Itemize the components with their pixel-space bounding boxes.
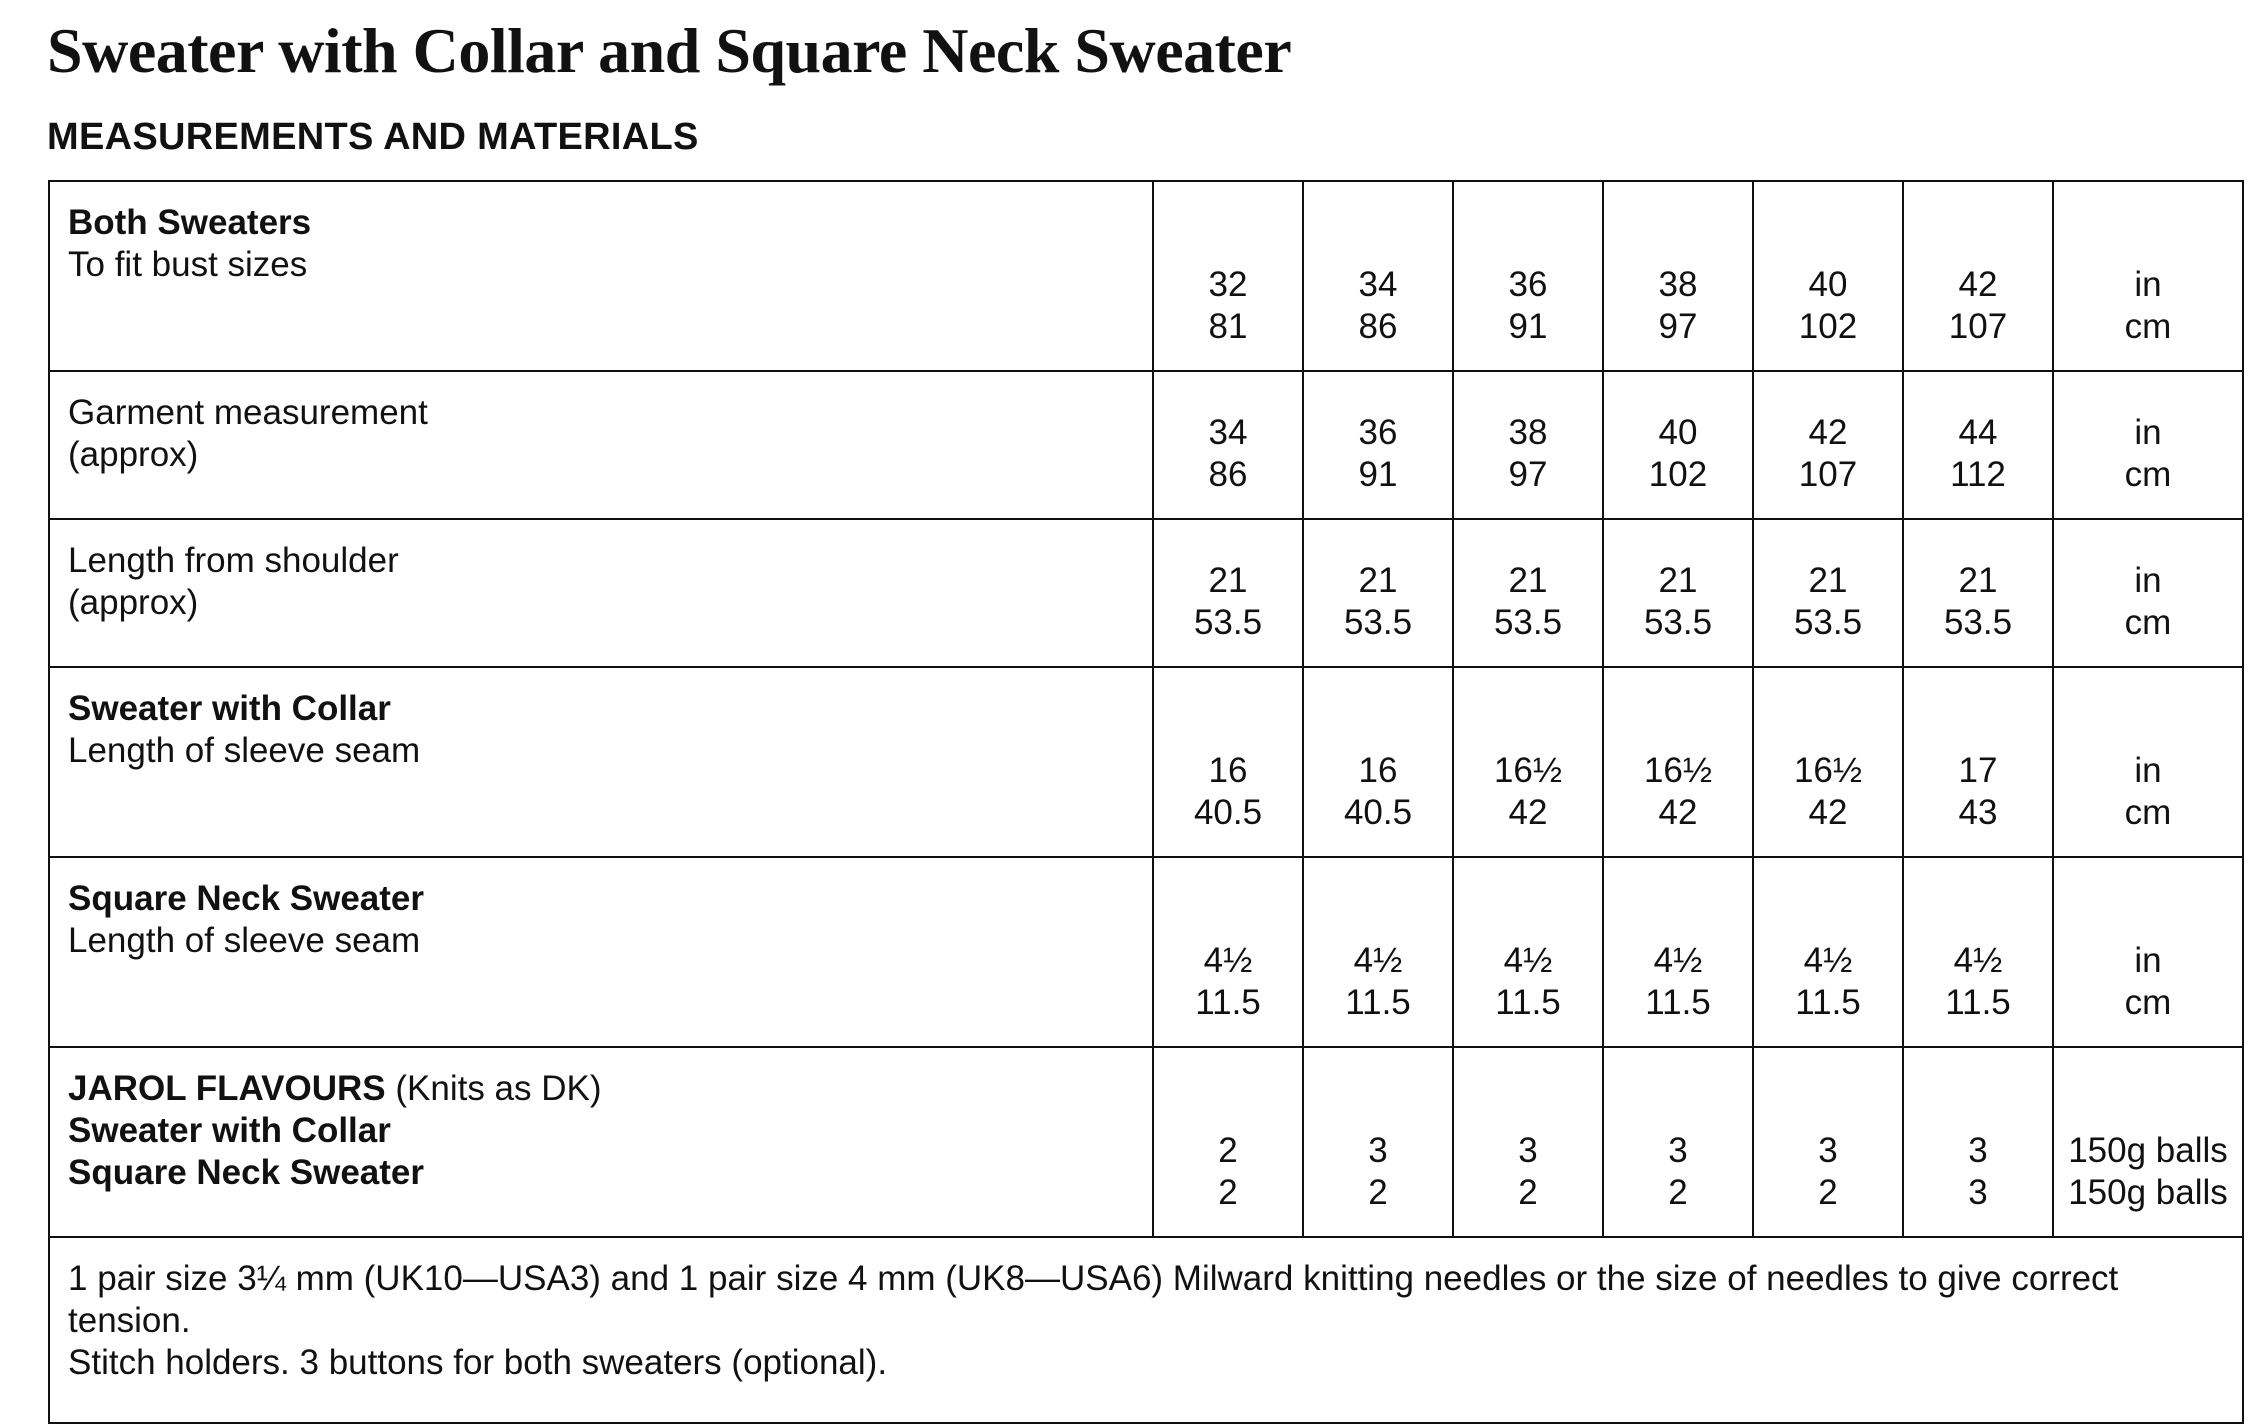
value-in: 21: [1358, 561, 1398, 600]
size-cell: [1753, 519, 1903, 667]
value-cm: 40.5: [1343, 793, 1413, 832]
balls-collar: 3: [1818, 1131, 1838, 1170]
balls-collar: 3: [1368, 1131, 1388, 1170]
value-cm: 107: [1798, 455, 1858, 494]
value-in: 4½: [1653, 941, 1703, 980]
size-cell: [1153, 857, 1303, 1047]
value-cm: 53.5: [1643, 603, 1713, 642]
value-in: 4½: [1203, 941, 1253, 980]
value-in: 16½: [1643, 751, 1713, 790]
value-in: 40: [1808, 265, 1848, 304]
unit-cm: cm: [2124, 603, 2172, 642]
size-cell: [1753, 667, 1903, 857]
size-cell: [1753, 181, 1903, 371]
value-in: 38: [1658, 265, 1698, 304]
value-in: 34: [1208, 413, 1248, 452]
value-in: 42: [1958, 265, 1998, 304]
value-cm: 11.5: [1195, 983, 1261, 1022]
value-cm: 53.5: [1793, 603, 1863, 642]
unit-in: in: [2134, 751, 2162, 790]
unit-cell: [2053, 181, 2243, 371]
materials-note-cell: [49, 1237, 2243, 1423]
size-cell: [1153, 371, 1303, 519]
table-row: [49, 1237, 2243, 1423]
value-cm: 11.5: [1645, 983, 1711, 1022]
table-row: [49, 519, 2243, 667]
balls-collar: 3: [1668, 1131, 1688, 1170]
unit-in: in: [2134, 265, 2162, 304]
yarn-weight-note: (Knits as DK): [385, 1069, 602, 1108]
value-cm: 86: [1358, 307, 1398, 346]
unit-cm: cm: [2124, 983, 2172, 1022]
size-cell: [1303, 371, 1453, 519]
balls-square-neck: 2: [1218, 1173, 1238, 1212]
measurements-table: [48, 180, 2244, 1424]
row-label-cell: [49, 1047, 1153, 1237]
size-cell: [1453, 181, 1603, 371]
row-label-note: (approx): [68, 435, 199, 474]
value-in: 44: [1958, 413, 1998, 452]
value-in: 16: [1208, 751, 1248, 790]
unit-cm: cm: [2124, 793, 2172, 832]
value-in: 21: [1958, 561, 1998, 600]
size-cell: [1453, 667, 1603, 857]
value-in: 32: [1208, 265, 1248, 304]
row-group-label: Both Sweaters: [68, 203, 312, 242]
balls-collar: 3: [1968, 1131, 1988, 1170]
value-cm: 91: [1508, 307, 1548, 346]
value-cm: 107: [1948, 307, 2008, 346]
value-cm: 11.5: [1495, 983, 1561, 1022]
value-in: 4½: [1953, 941, 2003, 980]
row-group-label: Sweater with Collar: [68, 689, 391, 728]
value-cm: 112: [1950, 455, 2006, 494]
size-cell: [1903, 181, 2053, 371]
table-row: [49, 667, 2243, 857]
value-cm: 102: [1798, 307, 1858, 346]
row-label-cell: [49, 667, 1153, 857]
value-in: 21: [1658, 561, 1698, 600]
size-cell: [1453, 857, 1603, 1047]
size-cell: [1153, 181, 1303, 371]
row-label-cell: [49, 371, 1153, 519]
balls-square-neck: 3: [1968, 1173, 1988, 1212]
value-cm: 11.5: [1945, 983, 2011, 1022]
unit-balls: 150g balls: [2068, 1131, 2228, 1170]
row-label-cell: [49, 857, 1153, 1047]
value-in: 4½: [1353, 941, 1403, 980]
size-cell: [1603, 181, 1753, 371]
row-group-label: Square Neck Sweater: [68, 879, 425, 918]
size-cell: [1453, 519, 1603, 667]
row-label: To fit bust sizes: [68, 245, 308, 284]
size-cell: [1153, 1047, 1303, 1237]
unit-balls: 150g balls: [2068, 1173, 2228, 1212]
size-cell: [1453, 1047, 1603, 1237]
unit-cell: [2053, 667, 2243, 857]
value-in: 4½: [1803, 941, 1853, 980]
row-group-label: Sweater with Collar: [68, 1111, 391, 1150]
size-cell: [1303, 1047, 1453, 1237]
value-in: 21: [1508, 561, 1548, 600]
notions-note: Stitch holders. 3 buttons for both sweaters (optional).: [68, 1343, 888, 1382]
value-cm: 97: [1508, 455, 1548, 494]
value-cm: 53.5: [1343, 603, 1413, 642]
value-cm: 42: [1508, 793, 1548, 832]
value-cm: 53.5: [1943, 603, 2013, 642]
value-in: 21: [1808, 561, 1848, 600]
row-label: Garment measurement: [68, 393, 428, 432]
size-cell: [1303, 519, 1453, 667]
size-cell: [1303, 667, 1453, 857]
value-cm: 102: [1648, 455, 1708, 494]
value-cm: 40.5: [1193, 793, 1263, 832]
table-row: [49, 371, 2243, 519]
table-row: [49, 1047, 2243, 1237]
unit-in: in: [2134, 413, 2162, 452]
needles-note: 1 pair size 3¼ mm (UK10—USA3) and 1 pair size 4 mm (UK8—USA6) Milward knitting needles or the size of needles to give correct tension.: [68, 1259, 2119, 1340]
unit-cm: cm: [2124, 307, 2172, 346]
unit-cm: cm: [2124, 455, 2172, 494]
balls-collar: 2: [1218, 1131, 1238, 1170]
value-in: 36: [1358, 413, 1398, 452]
size-cell: [1903, 1047, 2053, 1237]
unit-in: in: [2134, 941, 2162, 980]
value-cm: 86: [1208, 455, 1248, 494]
unit-cell: [2053, 519, 2243, 667]
unit-cell: [2053, 857, 2243, 1047]
value-cm: 81: [1208, 307, 1248, 346]
row-label: Length of sleeve seam: [68, 731, 421, 770]
value-cm: 53.5: [1193, 603, 1263, 642]
unit-in: in: [2134, 561, 2162, 600]
size-cell: [1903, 371, 2053, 519]
value-cm: 43: [1958, 793, 1998, 832]
yarn-label: [68, 1068, 1134, 1110]
value-cm: 42: [1658, 793, 1698, 832]
value-cm: 42: [1808, 793, 1848, 832]
size-cell: [1903, 857, 2053, 1047]
balls-square-neck: 2: [1518, 1173, 1538, 1212]
unit-cell: [2053, 371, 2243, 519]
row-label-cell: [49, 519, 1153, 667]
value-cm: 97: [1658, 307, 1698, 346]
balls-square-neck: 2: [1818, 1173, 1838, 1212]
size-cell: [1603, 857, 1753, 1047]
value-in: 16: [1358, 751, 1398, 790]
size-cell: [1453, 371, 1603, 519]
unit-cell: [2053, 1047, 2243, 1237]
size-cell: [1153, 667, 1303, 857]
row-label: Length from shoulder: [68, 541, 399, 580]
value-cm: 11.5: [1795, 983, 1861, 1022]
table-row: [49, 857, 2243, 1047]
value-cm: 91: [1358, 455, 1398, 494]
value-in: 16½: [1493, 751, 1563, 790]
value-in: 38: [1508, 413, 1548, 452]
row-label-cell: [49, 181, 1153, 371]
size-cell: [1153, 519, 1303, 667]
yarn-name: JAROL FLAVOURS: [68, 1069, 386, 1108]
table-row: [49, 181, 2243, 371]
section-heading: MEASUREMENTS AND MATERIALS: [47, 116, 699, 158]
size-cell: [1603, 371, 1753, 519]
value-in: 21: [1208, 561, 1248, 600]
value-in: 42: [1808, 413, 1848, 452]
size-cell: [1303, 857, 1453, 1047]
size-cell: [1753, 371, 1903, 519]
balls-collar: 3: [1518, 1131, 1538, 1170]
value-in: 36: [1508, 265, 1548, 304]
size-cell: [1303, 181, 1453, 371]
page-title: Sweater with Collar and Square Neck Sweater: [47, 15, 1292, 86]
value-in: 17: [1958, 751, 1998, 790]
row-label: Length of sleeve seam: [68, 921, 421, 960]
size-cell: [1603, 519, 1753, 667]
value-in: 34: [1358, 265, 1398, 304]
value-cm: 53.5: [1493, 603, 1563, 642]
row-group-label: Square Neck Sweater: [68, 1153, 425, 1192]
size-cell: [1753, 1047, 1903, 1237]
size-cell: [1903, 519, 2053, 667]
size-cell: [1603, 1047, 1753, 1237]
size-cell: [1753, 857, 1903, 1047]
row-label-note: (approx): [68, 583, 199, 622]
value-in: 40: [1658, 413, 1698, 452]
balls-square-neck: 2: [1668, 1173, 1688, 1212]
value-in: 16½: [1793, 751, 1863, 790]
size-cell: [1603, 667, 1753, 857]
balls-square-neck: 2: [1368, 1173, 1388, 1212]
value-in: 4½: [1503, 941, 1553, 980]
value-cm: 11.5: [1345, 983, 1411, 1022]
size-cell: [1903, 667, 2053, 857]
